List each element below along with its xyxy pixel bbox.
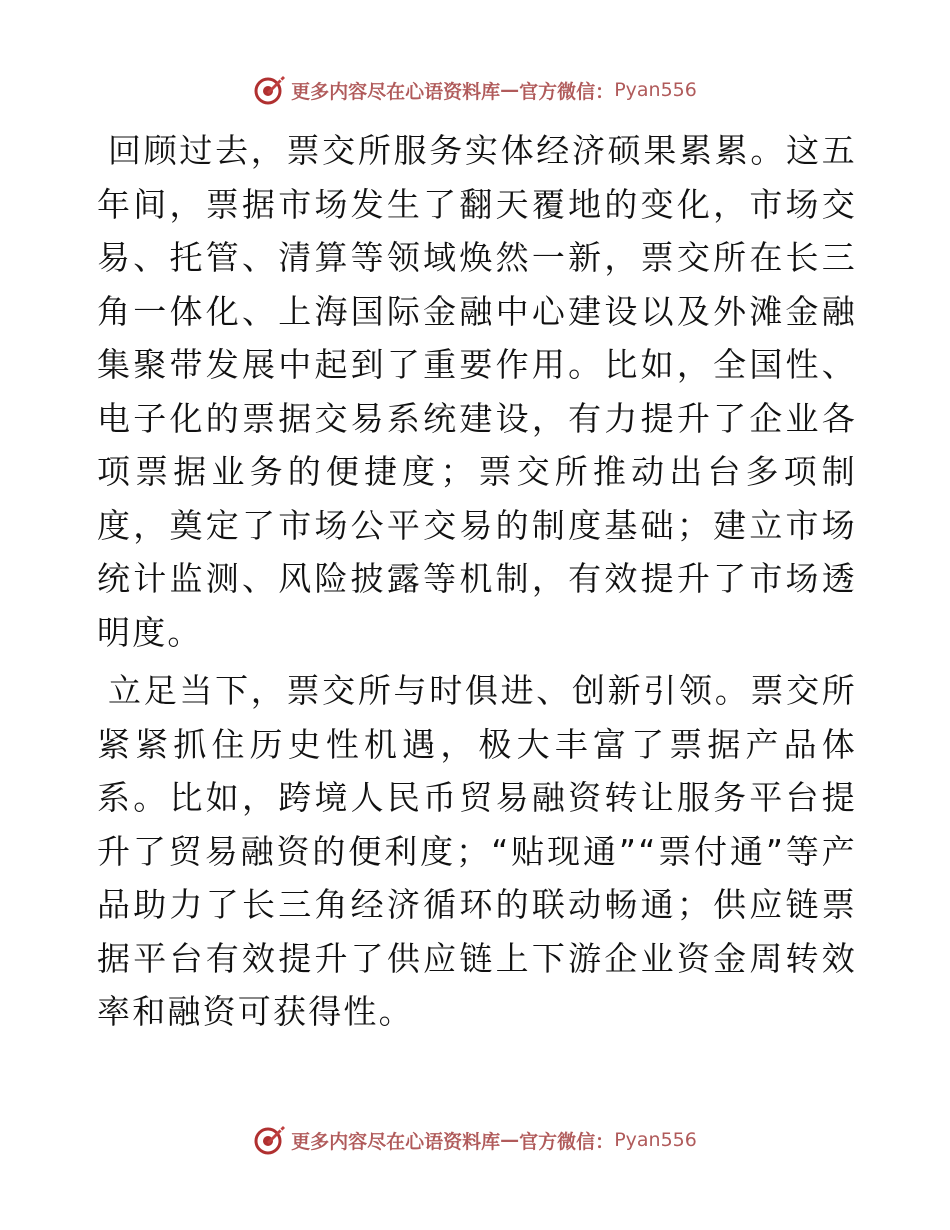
pen-logo-icon xyxy=(253,73,287,107)
header-wechat-id: Pyan556 xyxy=(614,79,697,101)
footer-wechat-id: Pyan556 xyxy=(614,1129,697,1151)
footer-dash: — xyxy=(500,1129,520,1151)
footer-promo-text: 更多内容尽在心语资料库 xyxy=(291,1130,501,1153)
header-dash: — xyxy=(500,79,520,101)
pen-logo-icon xyxy=(253,1123,287,1157)
footer-wechat-label: 官方微信： xyxy=(519,1130,615,1153)
header-promo-text: 更多内容尽在心语资料库 xyxy=(291,80,501,103)
footer-banner xyxy=(0,1120,950,1160)
paragraph-review-past: 回顾过去，票交所服务实体经济硕果累累。这五年间，票据市场发生了翻天覆地的变化，市场交易、托管、清算等领域焕然一新，票交所在长三角一体化、上海国际金融中心建设以及外滩金融集聚带发展中起到了重要作用。比如，全国性、电子化的票据交易系统建设，有力提升了企业各项票据业务的便捷度；票交所推动出台多项制度，奠定了市场公平交易的制度基础；建立市场统计监测、风险披露等机制，有效提升了市场透明度。 xyxy=(97,131,857,652)
paragraph-present: 立足当下，票交所与时俱进、创新引领。票交所紧紧抓住历史性机遇，极大丰富了票据产品体系。比如，跨境人民币贸易融资转让服务平台提升了贸易融资的便利度；“贴现通”“票付通”等产品助力了长三角经济循环的联动畅通；供应链票据平台有效提升了供应链上下游企业资金周转效率和融资可获得性。 xyxy=(97,671,857,1031)
header-banner xyxy=(0,70,950,110)
header-wechat-label: 官方微信： xyxy=(519,80,615,103)
